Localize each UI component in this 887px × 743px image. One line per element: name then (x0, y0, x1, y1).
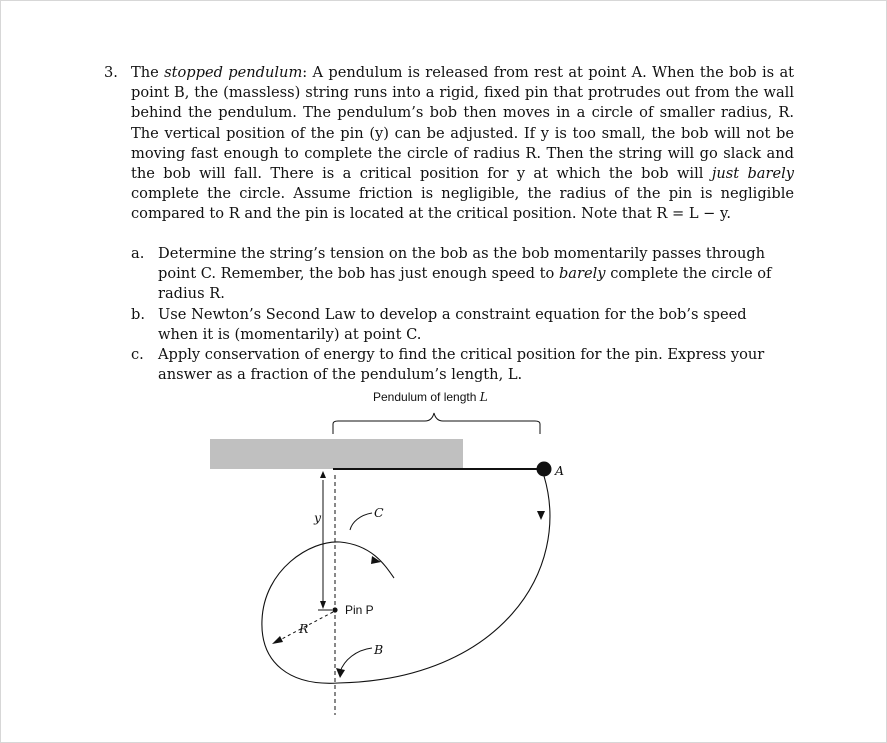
wall-support (210, 439, 463, 469)
c-leader (350, 513, 372, 530)
y-arrow-bottom (320, 601, 326, 609)
r-label: R (299, 621, 309, 636)
part-c-text: Apply conservation of energy to find the critical position for the pin. Express your answer as a fraction of the pendulum’s length, L. (158, 346, 765, 384)
problem-title: stopped pendulum (164, 64, 303, 81)
part-b-label: b. (131, 305, 145, 323)
problem-body-1: : A pendulum is released from rest at point A. When the bob is at point B, the (massless) string runs into a rigid, fixed pin that protrudes out from the wall behind the pendulum. The pendulum’s bob then moves in a circle of smaller radius, R. The vertical position of the pin (y) can be adjusted. If y is too small, the bob will not be moving fast enough to complete the circle of radius R. Then the string will go slack and the bob will fall. There is a critical position for y at which the bob will (131, 64, 795, 183)
part-a-text-2: complete the circle of radius R. (158, 265, 772, 303)
length-symbol: L (479, 390, 488, 404)
problem-emphasis: just barely (711, 165, 795, 183)
y-arrow-top (320, 471, 326, 478)
problem-body-2: complete the circle. Assume friction is negligible, the radius of the pin is negligible compared to R and the pin is located at the critical position. Note that R = L − y. (131, 185, 794, 223)
problem-number: 3. (104, 64, 118, 81)
pin-p (332, 607, 337, 612)
part-a (131, 244, 785, 305)
problem-text (131, 63, 794, 225)
radius-arrow (272, 636, 283, 644)
bob-a (537, 462, 552, 477)
problem-statement (104, 63, 794, 225)
b-leader (340, 648, 372, 672)
point-c-label: C (374, 505, 384, 520)
b-arrow (336, 668, 345, 678)
swing-arc (338, 476, 550, 683)
y-label: y (314, 510, 322, 525)
point-b-label: B (374, 642, 384, 657)
swing-arrow (537, 511, 545, 520)
part-a-italic: barely (558, 265, 606, 283)
part-b (131, 305, 785, 345)
length-brace (333, 413, 540, 434)
part-a-text-1: Determine the string’s tension on the bob as the bob momentarily passes through point C. Remember, the bob has just enough speed to (158, 245, 766, 283)
part-b-text: Use Newton’s Second Law to develop a constraint equation for the bob’s speed when it is (momentarily) at point C. (158, 305, 747, 343)
length-label-text: Pendulum of length (373, 390, 477, 404)
point-a-label: A (555, 463, 565, 478)
problem-parts (131, 244, 785, 385)
pin-label: Pin P (345, 603, 374, 617)
pendulum-diagram (200, 380, 600, 725)
pendulum-figure (200, 380, 600, 725)
problem-intro: The (131, 64, 159, 81)
part-c-label: c. (131, 346, 144, 364)
part-a-text (158, 244, 785, 305)
part-a-label: a. (131, 245, 145, 262)
length-label (373, 390, 488, 404)
